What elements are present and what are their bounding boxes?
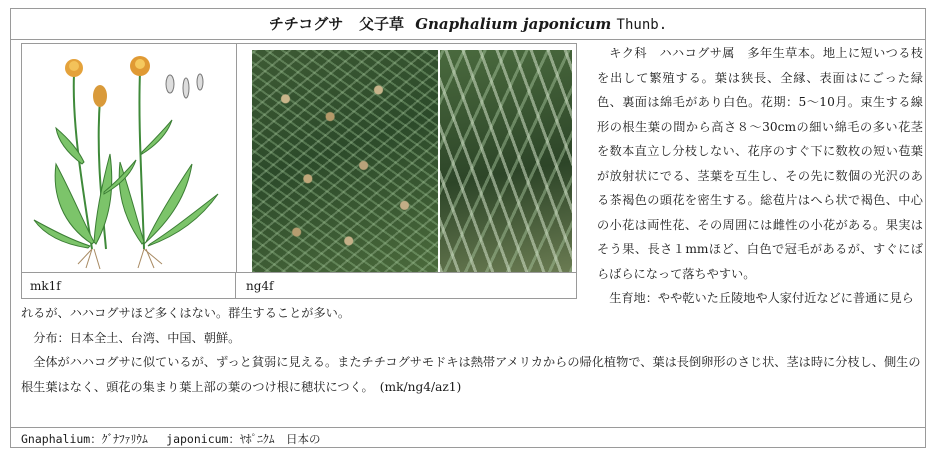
photo-cell (236, 44, 578, 272)
distribution-text: 分布：日本全土、台湾、中国、朝鮮。 (33, 330, 241, 345)
title-kana: チチコグサ (268, 15, 344, 33)
botanical-illustration (22, 44, 237, 272)
caption-row (22, 272, 576, 299)
description-paragraph: キク科 ハハコグサ属 多年生草本。地上に短いつる枝を出して繁殖する。葉は狭長、全縁、表面はにごった緑色、裏面は綿毛があり白色。花期：5～10月。束生する線形の根生葉の間から高さ８～30cmの細い綿毛の多い花茎を数本直立し分枝しない、花序のすぐ下に数枚の短い苞葉が放射状にでる、茎葉を互生し、その先に数個の光沢のある茶褐色の頭花を密生する。総苞片はへら状で褐色、中心の小花は両性花、その周囲には雌性の小花がある。果実はそう果、長さ１mmほど、白色で冠毛があるが、すぐにばらばらになって落ちやすい。 (597, 46, 923, 281)
plant-photo-rosette (440, 50, 572, 272)
plant-illustration-graphic (22, 44, 236, 272)
description-continued (21, 301, 923, 399)
notes-text: 全体がハハコグサに似ているが、ずっと貧弱に見える。またチチコグサモドキは熱帯アメリカからの帰化植物で、葉は長倒卵形のさじ状、茎は時に分枝し、側生の根生葉はなく、頭花の集まり葉上部の葉のつけ根に穂状につく。 (mk/ng4/az1) (21, 355, 921, 394)
illustration-caption: mk1f (22, 273, 236, 299)
description-column (597, 41, 923, 311)
photo-caption: ng4f (246, 279, 274, 293)
plant-photo-colony (252, 50, 438, 272)
scientific-name: Gnaphalium japonicum (415, 15, 612, 33)
author-name: Thunb. (616, 17, 668, 33)
habitat-continued: れるが、ハハコグサほど多くはない。群生することが多い。 (21, 306, 351, 320)
page-title (11, 9, 925, 40)
image-panel (21, 43, 577, 299)
title-kanji: 父子草 (358, 15, 404, 33)
plant-card (10, 8, 926, 448)
etymology-footer: Gnaphalium：ｸﾞﾅﾌｧﾘｳﾑ japonicum：ﾔﾎﾟﾆｸﾑ 日本の (11, 427, 925, 449)
habitat-line: 生育地：やや乾いた丘陵地や人家付近などに普通に見ら (609, 291, 914, 305)
